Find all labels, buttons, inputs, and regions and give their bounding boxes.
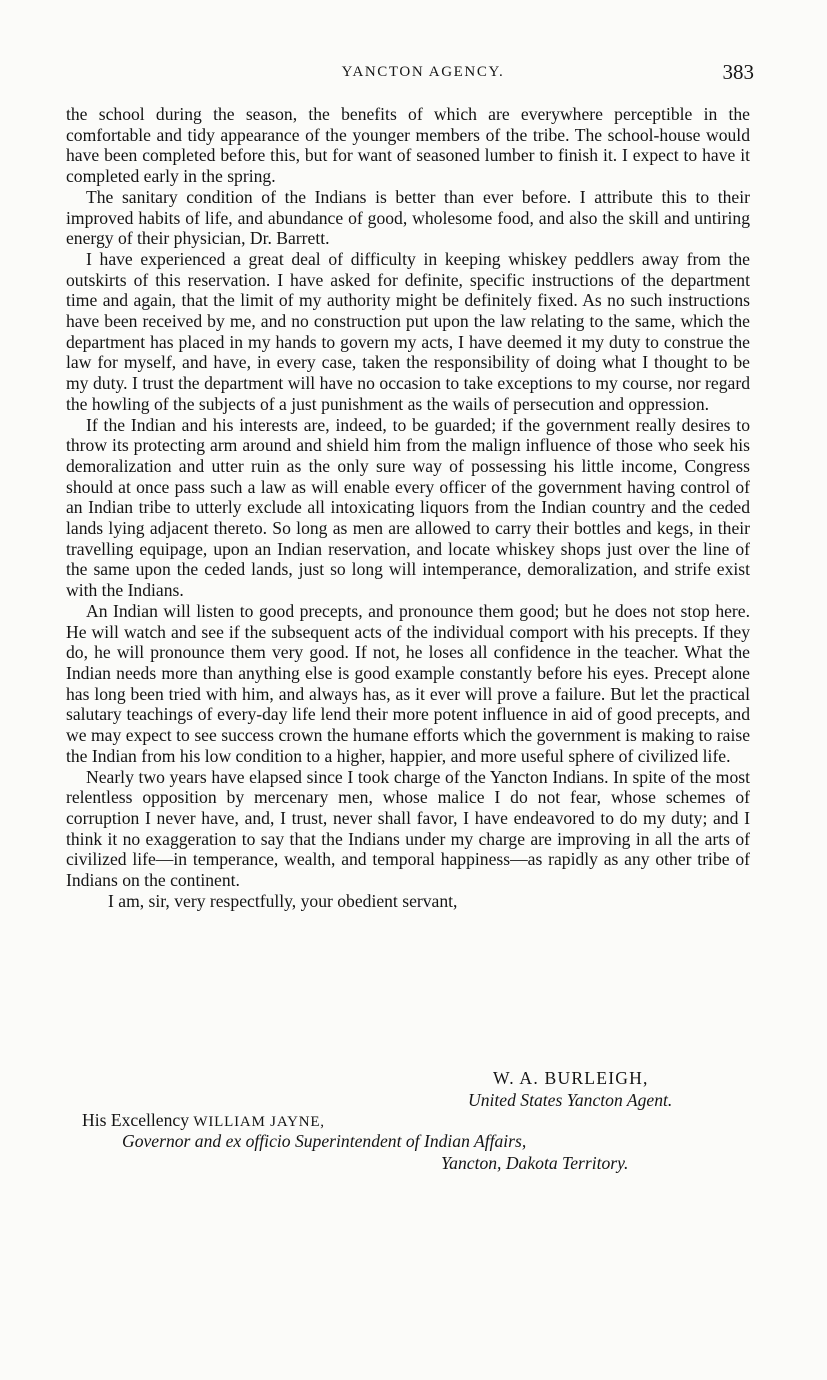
page-header xyxy=(64,60,754,90)
addressee-location: Yancton, Dakota Territory. xyxy=(441,1153,629,1173)
paragraph-sanitary-condition: The sanitary condition of the Indians is better than ever before. I attribute this to their improved habits of life, and abundance of good, wholesome food, and also the skill and untiring energy of their physician, Dr. Barrett. xyxy=(66,186,750,249)
addressee-name: WILLIAM JAYNE, xyxy=(193,1114,325,1130)
letter-body xyxy=(66,104,750,911)
addressee-salutation: His Excellency xyxy=(82,1110,194,1130)
closing-line: I am, sir, very respectfully, your obedient servant, xyxy=(108,890,458,911)
page-number: 383 xyxy=(722,60,754,84)
paragraph-government-protection: If the Indian and his interests are, indeed, to be guarded; if the government really desires to throw its protecting arm around and shield him from the malign influence of those who seek his demoralization and utter ruin as the only sure way of possessing his little income, Congress should at once pass such a law as will enable every officer of the government having control of an Indian tribe to utterly exclude all intoxicating liquors from the Indian country and the ceded lands lying adjacent thereto. So long as men are allowed to carry their bottles and kegs, in their travelling equipage, upon an Indian reservation, and locate whiskey shops just over the line of the same upon the ceded lands, just so long will intemperance, demoralization, and strife exist with the Indians. xyxy=(66,414,750,601)
signature-name: W. A. BURLEIGH, xyxy=(493,1068,649,1088)
addressee-office: Governor and ex officio Superintendent of Indian Affairs, xyxy=(122,1131,527,1151)
paragraph-whiskey-peddlers: I have experienced a great deal of difficulty in keeping whiskey peddlers away from the outskirts of this reservation. I have asked for definite, specific instructions of the department time and again, that the limit of my authority might be definitely fixed. As no such instructions have been received by me, and no construction put upon the law relating to the same, which the department has placed in my hands to govern my acts, I have deemed it my duty to construe the law for myself, and have, in every case, taken the responsibility of doing what I thought to be my duty. I trust the department will have no occasion to take exceptions to my course, nor regard the howling of the subjects of a just punishment as the wails of persecution and oppression. xyxy=(66,248,750,414)
running-head: YANCTON AGENCY. xyxy=(341,64,505,80)
paragraph-two-years: Nearly two years have elapsed since I took charge of the Yancton Indians. In spite of the most relentless opposition by mercenary men, whose malice I do not fear, whose schemes of corruption I never have, and, I trust, never shall favor, I have endeavored to do my duty; and I think it no exaggeration to say that the Indians under my charge are improving in all the arts of civilized life—in temperance, wealth, and temporal happiness—as rapidly as any other tribe of Indians on the continent. xyxy=(66,766,750,891)
paragraph-school: the school during the season, the benefits of which are everywhere perceptible in the comfortable and tidy appearance of the younger members of the tribe. The school-house would have been completed before this, but for want of seasoned lumber to finish it. I expect to have it completed early in the spring. xyxy=(66,104,750,187)
paragraph-good-precepts: An Indian will listen to good precepts, and pronounce them good; but he does not stop here. He will watch and see if the subsequent acts of the individual comport with his precepts. If they do, he will pronounce them very good. If not, he loses all confidence in the teacher. What the Indian needs more than anything else is good example constantly before his eyes. Precept alone has long been tried with him, and always has, as it ever will prove a failure. But let the practical salutary teachings of every-day life lend their more potent influence in aid of good precepts, and we may expect to see success crown the humane efforts which the government is making to raise the Indian from his low condition to a higher, happier, and more useful sphere of civilized life. xyxy=(66,600,750,766)
addressee-line xyxy=(82,1110,325,1131)
signature-title: United States Yancton Agent. xyxy=(468,1090,673,1110)
